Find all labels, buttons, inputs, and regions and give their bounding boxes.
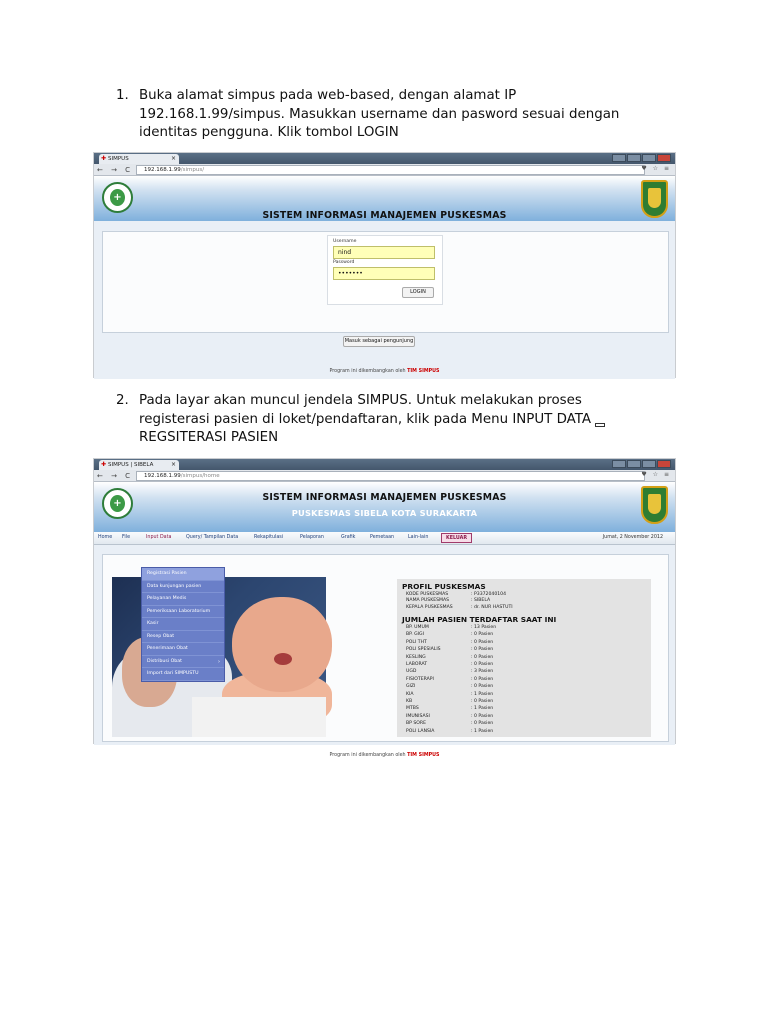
profile-key: KODE PUSKESMAS [406,592,449,597]
patient-value: : 0 Pasien [471,684,494,690]
menu-lain-lain[interactable]: Lain-lain [408,535,429,540]
footer-link[interactable]: TIM SIMPUS [407,753,440,758]
patient-value: : 0 Pasien [471,721,494,727]
site-header [94,482,675,532]
profile-key: KEPALA PUSKESMAS [406,604,453,610]
patient-key: BP. GIGI [406,632,424,638]
patient-key: KIA [406,691,414,697]
dropdown-item-import-simpustu[interactable]: Import dari SIMPUSTU [142,668,224,681]
window-user-icon[interactable] [612,460,626,468]
profile-row [406,592,507,597]
dropdown-item-kasir[interactable]: Kasir [142,618,224,631]
browser-tabbar [94,153,675,164]
dropdown-item-distribusi-obat[interactable] [142,656,224,669]
submenu-arrow-icon: › [218,658,220,665]
step-2-line-1: Pada layar akan muncul jendela SIMPUS. Untuk melakukan proses [139,393,582,408]
patient-key: UGD [406,669,417,675]
patient-row [406,699,494,704]
patient-row [406,625,497,630]
site-footer [94,369,675,374]
site-footer [94,753,675,758]
step-1-number: 1. [116,88,129,103]
profile-title: PROFIL PUSKESMAS [402,582,486,591]
patient-row [406,669,494,675]
footer-text: Program ini dikembangkan oleh [329,753,408,758]
menu-input-data[interactable]: Input Data [146,535,172,540]
menu-rekapitulasi[interactable]: Rekapitulasi [254,535,284,540]
url-host: 192.168.1.99 [144,473,181,479]
footer-text: Program ini dikembangkan oleh [329,369,408,374]
window-maximize-icon[interactable] [642,460,656,468]
site-subtitle: PUSKESMAS SIBELA KOTA SURAKARTA [291,508,478,518]
dropdown-item-data-kunjungan[interactable]: Data kunjungan pasien [142,581,224,594]
step-1 [116,87,656,143]
login-screenshot [93,152,676,378]
step-1-line-2: 192.168.1.99/simpus. Masukkan username dan pasword sesuai dengan [139,106,620,122]
menu-home[interactable]: Home [98,535,113,540]
cross-favicon-icon: ✚ [101,155,107,162]
browser-tools-icons[interactable]: ♥ ☆ ≡ [641,165,671,172]
menu-pemetaan[interactable]: Pemetaan [370,535,395,540]
surakarta-emblem-icon [641,486,668,524]
url-path: /simpus/home [180,473,220,479]
patient-value: : 0 Pasien [471,632,494,638]
patient-row [406,647,494,653]
patient-row [406,684,494,690]
menu-keluar[interactable]: KELUAR [441,533,472,543]
site-header [94,176,675,221]
menu-grafik[interactable]: Grafik [341,535,356,540]
patient-value: : 1 Pasien [471,691,494,697]
patient-value: : 0 Pasien [471,647,494,653]
patient-key: POLI THT [406,639,427,645]
patient-key: IMUNISASI [406,713,430,719]
browser-tab[interactable] [99,154,179,164]
patient-row [406,639,494,645]
login-button[interactable]: LOGIN [402,287,434,298]
browser-tools-icons[interactable]: ♥ ☆ ≡ [641,471,671,478]
minimize-bar-icon [595,423,605,427]
dropdown-item-penerimaan-obat[interactable]: Penerimaan Obat [142,643,224,656]
patient-value: : 0 Pasien [471,654,494,660]
patient-row [406,728,494,734]
patient-value: : 3 Pasien [471,669,494,675]
cross-favicon-icon: ✚ [101,461,107,468]
step-1-line-1: Buka alamat simpus pada web-based, dengan alamat IP [139,88,517,103]
password-input[interactable]: ••••••• [333,267,435,280]
nav-buttons[interactable]: ← → C [97,472,134,480]
patient-value: : 0 Pasien [471,639,494,645]
window-maximize-icon[interactable] [642,154,656,162]
dropdown-item-label: Distribusi Obat [147,658,182,664]
url-path: /simpus/ [180,167,205,173]
patient-row [406,691,494,697]
profile-panel [397,579,651,737]
patient-value: : 0 Pasien [471,713,494,719]
profile-value: : SIBELA [471,598,491,604]
address-bar [94,164,675,176]
password-label: Password [333,260,355,265]
patients-title: JUMLAH PASIEN TERDAFTAR SAAT INI [402,615,557,624]
window-minimize-icon[interactable] [627,154,641,162]
tab-close-icon[interactable]: × [170,461,176,468]
patient-row [406,632,494,638]
patient-key: BP. UMUM [406,625,429,630]
step-2-line-2: registerasi pasien di loket/pendaftaran, klik pada Menu INPUT DATA [139,411,592,427]
window-close-icon[interactable] [657,154,671,162]
patient-key: KESLING [406,654,426,660]
window-minimize-icon[interactable] [627,460,641,468]
window-controls [612,154,671,162]
patient-row [406,654,494,660]
site-title: SISTEM INFORMASI MANAJEMEN PUSKESMAS [262,210,507,221]
menu-file[interactable]: File [122,535,131,540]
simpus-login-page [94,176,675,379]
patient-row [406,662,494,667]
patient-key: GIZI [406,684,416,690]
patient-value: : 0 Pasien [471,676,494,682]
patient-key: FISIOTERAPI [406,676,434,682]
tab-title: SIMPUS [108,156,129,162]
patient-row [406,676,494,682]
browser-tabbar [94,459,675,470]
profile-row [406,604,513,610]
bakti-husada-logo-icon: + [102,182,133,213]
site-title: SISTEM INFORMASI MANAJEMEN PUSKESMAS [262,492,507,503]
guest-login-button[interactable]: Masuk sebagai pengunjung [343,336,415,347]
step-2-line-3: REGSITERASI PASIEN [139,430,279,445]
window-controls [612,460,671,468]
patient-value: : 1 Pasien [471,706,494,712]
dropdown-item-pelayanan-medis[interactable]: Pelayanan Medis [142,593,224,606]
url-host: 192.168.1.99 [144,167,181,173]
menu-query-tampilan-data[interactable]: Query/ Tampilan Data [186,535,239,540]
login-form [327,235,443,305]
dropdown-item-resep-obat[interactable]: Resep Obat [142,631,224,644]
menu-pelaporan[interactable]: Pelaporan [300,535,324,540]
tab-close-icon[interactable]: × [170,155,176,162]
url-field[interactable] [136,165,645,175]
current-date: Jumat, 2 November 2012 [602,535,663,540]
bakti-husada-logo-icon: + [102,488,133,519]
profile-key: NAMA PUSKESMAS [406,598,450,604]
surakarta-emblem-icon [641,180,668,218]
patient-key: KB [406,699,413,704]
dropdown-item-registrasi-pasien[interactable]: Registrasi Pasien [142,568,224,581]
patient-value: : 1 Pasien [471,728,494,734]
patient-row [406,721,494,727]
input-data-dropdown [141,567,225,682]
patient-key: POLI LANSIA [406,728,435,734]
patient-key: LABORAT [406,662,428,667]
browser-tab[interactable] [99,460,179,470]
footer-link[interactable]: TIM SIMPUS [407,369,440,374]
step-2-number: 2. [116,393,129,408]
patient-key: MTBS [406,706,419,712]
home-screenshot [93,458,676,758]
patient-value: : 13 Pasien [471,625,497,630]
step-2 [116,392,656,448]
dropdown-item-pemeriksaan-lab[interactable]: Pemeriksaan Laboratorium [142,606,224,619]
profile-row [406,598,491,604]
step-1-line-3: identitas pengguna. Klik tombol LOGIN [139,125,399,140]
simpus-home-page [94,482,675,758]
nav-buttons[interactable]: ← → C [97,166,134,174]
username-label: Username [333,239,357,244]
username-input[interactable]: nind [333,246,435,259]
patient-row [406,713,494,719]
step-2-line-2-wrap [139,411,656,430]
profile-value: : dr. NUR HASTUTI [471,604,513,610]
patient-value: : 0 Pasien [471,662,494,667]
window-user-icon[interactable] [612,154,626,162]
tab-title: SIMPUS | SIBELA [108,462,154,468]
patient-row [406,706,494,712]
address-bar [94,470,675,482]
url-field[interactable] [136,471,645,481]
patient-key: POLI SPESIALIS [406,647,441,653]
patient-key: BP SORE [406,721,427,727]
profile-value: : P3372040104 [471,592,507,597]
window-close-icon[interactable] [657,460,671,468]
main-menu [94,532,675,545]
patient-value: : 0 Pasien [471,699,494,704]
